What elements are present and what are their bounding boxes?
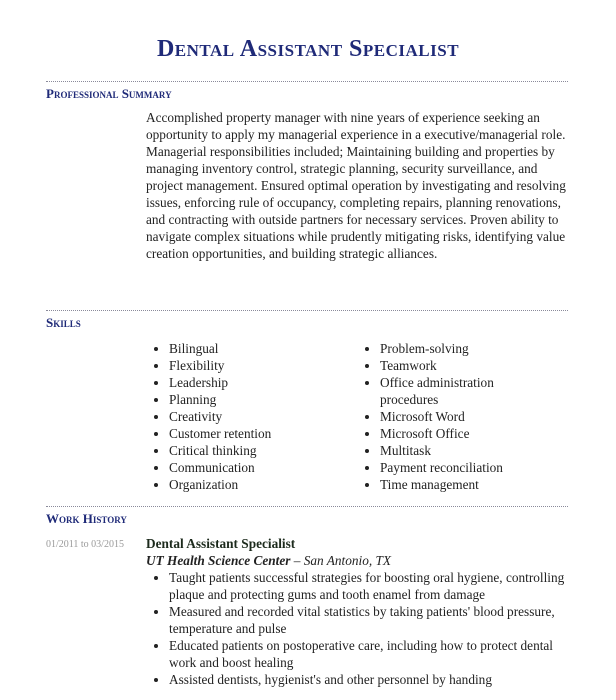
section-heading-summary: Professional Summary	[46, 86, 172, 101]
skill-item: Office administration procedures	[365, 374, 515, 408]
skill-item: Creativity	[154, 408, 354, 425]
job-bullets	[154, 569, 566, 688]
section-heading-work-history: Work History	[46, 511, 127, 526]
job-dates: 01/2011 to 03/2015	[46, 539, 124, 550]
skill-item: Payment reconciliation	[365, 459, 515, 476]
skill-item: Time management	[365, 476, 515, 493]
resume-title: Dental Assistant Specialist	[156, 36, 460, 62]
skill-item: Problem-solving	[365, 340, 515, 357]
job-location: San Antonio, TX	[303, 553, 392, 568]
skill-item: Microsoft Word	[365, 408, 515, 425]
skills-list-left	[154, 340, 354, 493]
skill-item: Microsoft Office	[365, 425, 515, 442]
skill-item: Bilingual	[154, 340, 354, 357]
job-entry: Dental Assistant Specialist UT Health Science Center – San Antonio, TX Taught patients successful strategies for boosting oral hygiene, controlling plaque and protecting gums and tooth enamel from damage Measured and recorded vital statistics by taking patients' blood pressure, temperature and pulse Educated patients on postoperative care, including how to protect dental work and boost healing Assisted dentists, hygienist's and other personnel by handing	[146, 536, 565, 687]
skill-item: Teamwork	[365, 357, 515, 374]
job-bullet: Educated patients on postoperative care, including how to protect dental work and boost healing	[154, 637, 566, 671]
job-bullet: Measured and recorded vital statistics by taking patients' blood pressure, temperature and pulse	[154, 603, 566, 637]
divider	[46, 81, 568, 82]
divider	[46, 310, 568, 311]
skill-item: Organization	[154, 476, 354, 493]
summary-text: Accomplished property manager with nine years of experience seeking an opportunity to apply my managerial experience in a executive/managerial role. Managerial responsibilities included; Maintaining building and properties by managing inventory control, strategic planning, security surveillance, and project management. Ensured optimal operation by investigating and resolving issues, enforcing rule of occupancy, completing repairs, planning renovations, and contracting with outside partners for necessary services. Proven ability to navigate complex situations while prudently mitigating risks, identifying value creation opportunities, and building strategic alliances.	[146, 110, 566, 261]
job-bullet: Taught patients successful strategies for boosting oral hygiene, controlling plaque and protecting gums and tooth enamel from damage	[154, 569, 566, 603]
company-name: UT Health Science Center	[146, 553, 291, 568]
skill-item: Customer retention	[154, 425, 354, 442]
divider	[46, 506, 568, 507]
skill-item: Multitask	[365, 442, 515, 459]
skill-item: Flexibility	[154, 357, 354, 374]
job-title: Dental Assistant Specialist	[146, 536, 296, 551]
skill-item: Leadership	[154, 374, 354, 391]
job-bullet: Assisted dentists, hygienist's and other personnel by handing	[154, 671, 566, 688]
skill-item: Communication	[154, 459, 354, 476]
skills-list-right	[365, 340, 515, 493]
section-heading-skills: Skills	[46, 315, 81, 330]
skill-item: Critical thinking	[154, 442, 354, 459]
skill-item: Planning	[154, 391, 354, 408]
